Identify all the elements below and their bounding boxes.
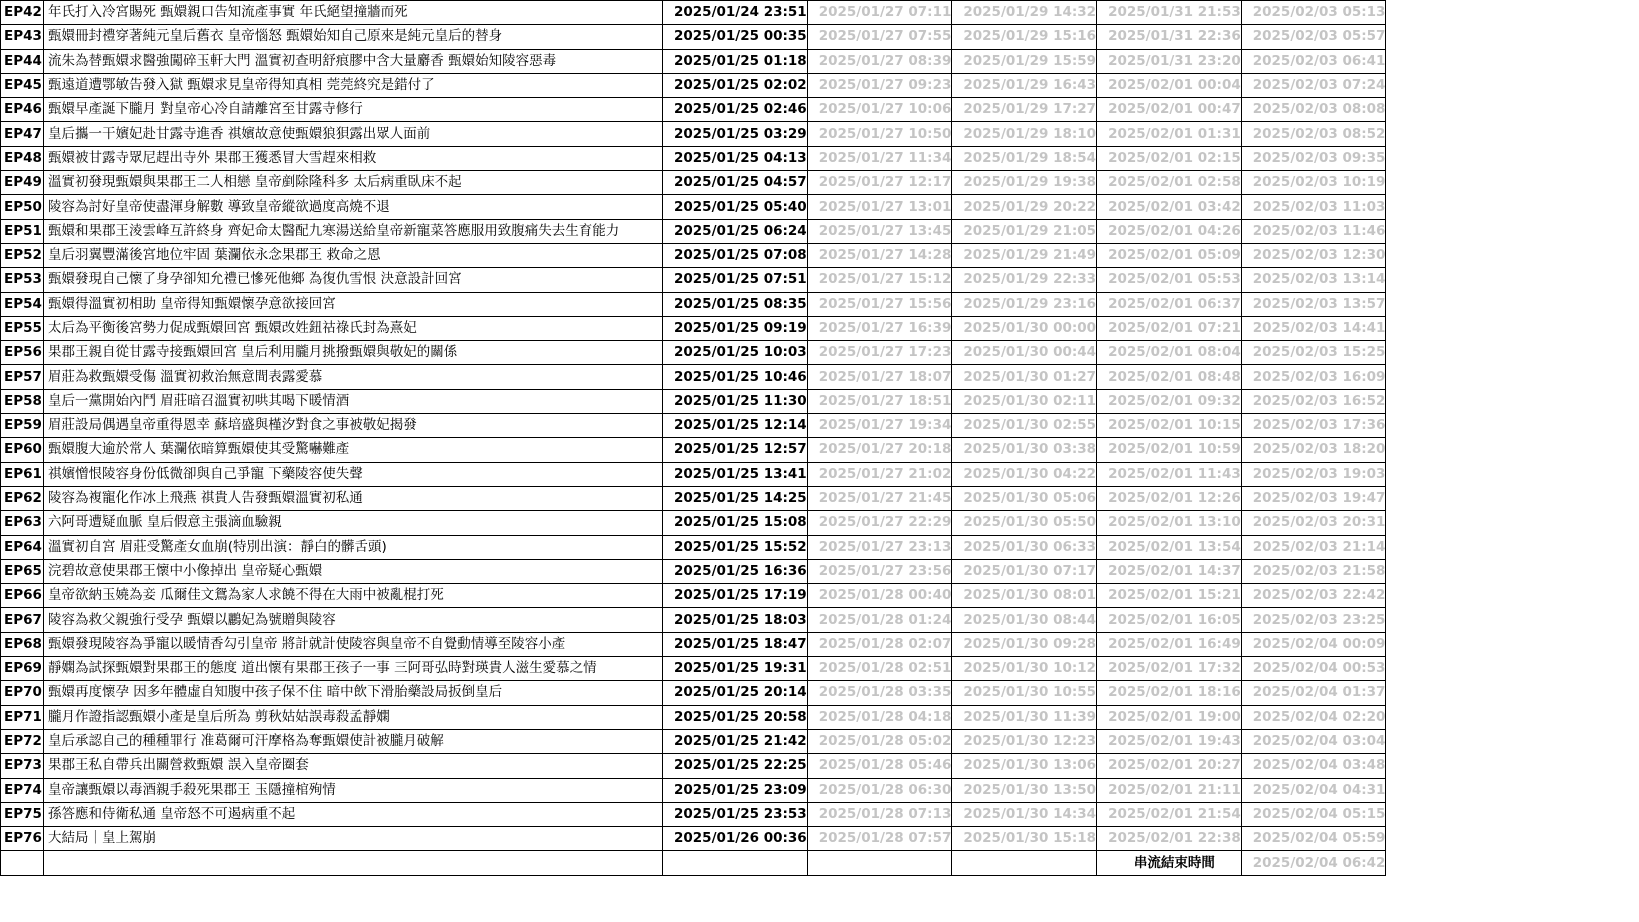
table-row xyxy=(1,705,1386,729)
stream-time-5-cell[interactable]: 2025/02/03 14:41 xyxy=(1241,316,1386,340)
table-row xyxy=(1,122,1386,146)
stream-time-5-cell[interactable]: 2025/02/04 02:20 xyxy=(1241,705,1386,729)
stream-time-3-cell[interactable]: 2025/01/30 05:06 xyxy=(952,486,1097,510)
table-row xyxy=(1,98,1386,122)
episode-number-cell[interactable]: EP65 xyxy=(1,559,44,583)
episode-number-cell[interactable]: EP52 xyxy=(1,243,44,267)
stream-time-4-cell[interactable]: 2025/02/01 00:04 xyxy=(1097,73,1242,97)
stream-time-2-cell[interactable]: 2025/01/27 08:39 xyxy=(807,49,952,73)
stream-time-5-cell[interactable]: 2025/02/03 07:24 xyxy=(1241,73,1386,97)
stream-time-5-cell[interactable]: 2025/02/04 01:37 xyxy=(1241,681,1386,705)
stream-time-3-cell[interactable]: 2025/01/29 18:10 xyxy=(952,122,1097,146)
stream-time-4-cell[interactable]: 2025/02/01 21:54 xyxy=(1097,802,1242,826)
table-row xyxy=(1,729,1386,753)
stream-time-5-cell[interactable]: 2025/02/03 20:31 xyxy=(1241,511,1386,535)
stream-time-1-cell[interactable]: 2025/01/25 08:35 xyxy=(663,292,808,316)
episode-title-cell[interactable]: 甄嬛被甘露寺眾尼趕出寺外 果郡王獲悉冒大雪趕來相救 xyxy=(44,146,663,170)
stream-time-2-cell[interactable]: 2025/01/27 22:29 xyxy=(807,511,952,535)
stream-time-1-cell[interactable]: 2025/01/25 02:46 xyxy=(663,98,808,122)
stream-time-3-cell[interactable]: 2025/01/30 07:17 xyxy=(952,559,1097,583)
table-row xyxy=(1,219,1386,243)
episode-title-cell[interactable]: 皇后攜一干嬪妃赴甘露寺進香 祺嬪故意使甄嬛狼狽露出眾人面前 xyxy=(44,122,663,146)
stream-time-4-cell[interactable]: 2025/02/01 17:32 xyxy=(1097,657,1242,681)
stream-time-4-cell[interactable]: 2025/02/01 08:04 xyxy=(1097,341,1242,365)
stream-time-3-cell[interactable]: 2025/01/29 17:27 xyxy=(952,98,1097,122)
episode-title-cell[interactable]: 甄嬛再度懷孕 因多年體虛自知腹中孩子保不住 暗中飲下滑胎藥設局扳倒皇后 xyxy=(44,681,663,705)
stream-time-3-cell[interactable]: 2025/01/30 08:44 xyxy=(952,608,1097,632)
stream-time-2-cell[interactable]: 2025/01/27 20:18 xyxy=(807,438,952,462)
episode-title-cell[interactable]: 皇后羽翼豐滿後宮地位牢固 葉瀾依永念果郡王 救命之恩 xyxy=(44,243,663,267)
episode-title-cell[interactable]: 眉莊為救甄嬛受傷 溫實初救治無意間表露愛慕 xyxy=(44,365,663,389)
stream-time-5-cell[interactable]: 2025/02/04 05:15 xyxy=(1241,802,1386,826)
stream-time-3-cell[interactable]: 2025/01/30 14:34 xyxy=(952,802,1097,826)
stream-time-5-cell[interactable]: 2025/02/03 08:52 xyxy=(1241,122,1386,146)
stream-time-1-cell[interactable]: 2025/01/25 07:51 xyxy=(663,268,808,292)
table-row xyxy=(1,535,1386,559)
stream-time-5-cell[interactable]: 2025/02/03 19:47 xyxy=(1241,486,1386,510)
stream-time-1-cell[interactable]: 2025/01/25 16:36 xyxy=(663,559,808,583)
stream-time-1-cell[interactable]: 2025/01/25 00:35 xyxy=(663,25,808,49)
stream-time-4-cell[interactable]: 2025/02/01 08:48 xyxy=(1097,365,1242,389)
table-row xyxy=(1,511,1386,535)
stream-time-2-cell[interactable]: 2025/01/28 05:46 xyxy=(807,754,952,778)
stream-time-3-cell[interactable]: 2025/01/30 06:33 xyxy=(952,535,1097,559)
stream-time-3-cell[interactable]: 2025/01/29 15:16 xyxy=(952,25,1097,49)
episode-number-cell[interactable]: EP67 xyxy=(1,608,44,632)
episode-title-cell[interactable]: 朧月作證指認甄嬛小產是皇后所為 剪秋姑姑誤毒殺孟靜嫻 xyxy=(44,705,663,729)
stream-time-4-cell[interactable]: 2025/02/01 12:26 xyxy=(1097,486,1242,510)
stream-time-3-cell[interactable]: 2025/01/29 22:33 xyxy=(952,268,1097,292)
stream-time-4-cell[interactable]: 2025/02/01 02:15 xyxy=(1097,146,1242,170)
table-row xyxy=(1,243,1386,267)
episode-title-cell[interactable]: 溫實初自宮 眉莊受驚產女血崩(特別出演：靜白的髒舌頭) xyxy=(44,535,663,559)
episode-number-cell[interactable]: EP76 xyxy=(1,827,44,851)
stream-time-5-cell[interactable]: 2025/02/03 16:52 xyxy=(1241,389,1386,413)
stream-time-5-cell[interactable]: 2025/02/03 23:25 xyxy=(1241,608,1386,632)
stream-time-2-cell[interactable]: 2025/01/27 21:02 xyxy=(807,462,952,486)
stream-time-1-cell[interactable]: 2025/01/24 23:51 xyxy=(663,1,808,25)
stream-end-label-cell[interactable]: 串流結束時間 xyxy=(1097,851,1242,875)
stream-time-2-cell[interactable]: 2025/01/27 07:11 xyxy=(807,1,952,25)
stream-time-5-cell[interactable]: 2025/02/03 17:36 xyxy=(1241,414,1386,438)
episode-number-cell[interactable]: EP44 xyxy=(1,49,44,73)
stream-time-1-cell[interactable]: 2025/01/25 15:08 xyxy=(663,511,808,535)
episode-number-cell[interactable]: EP59 xyxy=(1,414,44,438)
episode-number-cell[interactable]: EP42 xyxy=(1,1,44,25)
stream-time-1-cell[interactable]: 2025/01/25 20:14 xyxy=(663,681,808,705)
stream-time-5-cell[interactable]: 2025/02/03 19:03 xyxy=(1241,462,1386,486)
stream-time-4-cell[interactable]: 2025/01/31 21:53 xyxy=(1097,1,1242,25)
stream-time-4-cell[interactable]: 2025/01/31 22:36 xyxy=(1097,25,1242,49)
stream-time-3-cell[interactable]: 2025/01/30 15:18 xyxy=(952,827,1097,851)
stream-time-4-cell[interactable]: 2025/02/01 02:58 xyxy=(1097,171,1242,195)
stream-time-3-cell[interactable]: 2025/01/29 21:49 xyxy=(952,243,1097,267)
table-row xyxy=(1,49,1386,73)
stream-time-4-cell[interactable]: 2025/02/01 10:59 xyxy=(1097,438,1242,462)
episode-number-cell[interactable]: EP51 xyxy=(1,219,44,243)
table-row xyxy=(1,681,1386,705)
stream-time-4-cell[interactable]: 2025/02/01 09:32 xyxy=(1097,389,1242,413)
table-row xyxy=(1,389,1386,413)
stream-time-5-cell[interactable]: 2025/02/03 22:42 xyxy=(1241,584,1386,608)
episode-title-cell[interactable]: 靜嫻為試探甄嬛對果郡王的態度 道出懷有果郡王孩子一事 三阿哥弘時對瑛貴人滋生愛慕之情 xyxy=(44,657,663,681)
stream-time-1-cell[interactable]: 2025/01/25 09:19 xyxy=(663,316,808,340)
stream-time-3-cell[interactable]: 2025/01/29 20:22 xyxy=(952,195,1097,219)
stream-time-1-cell[interactable]: 2025/01/25 22:25 xyxy=(663,754,808,778)
stream-time-2-cell[interactable]: 2025/01/28 06:30 xyxy=(807,778,952,802)
episode-title-cell[interactable]: 皇帝欲納玉嬈為妾 瓜爾佳文鴛為家人求饒不得在大雨中被亂棍打死 xyxy=(44,584,663,608)
stream-time-3-cell[interactable]: 2025/01/30 05:50 xyxy=(952,511,1097,535)
stream-time-1-cell[interactable]: 2025/01/25 04:13 xyxy=(663,146,808,170)
episode-title-cell[interactable]: 孫答應和侍衛私通 皇帝怒不可遏病重不起 xyxy=(44,802,663,826)
episode-number-cell[interactable]: EP69 xyxy=(1,657,44,681)
stream-time-4-cell[interactable]: 2025/02/01 19:43 xyxy=(1097,729,1242,753)
stream-time-2-cell[interactable]: 2025/01/28 07:13 xyxy=(807,802,952,826)
stream-time-1-cell[interactable]: 2025/01/25 23:09 xyxy=(663,778,808,802)
table-row xyxy=(1,438,1386,462)
stream-time-4-cell[interactable]: 2025/02/01 15:21 xyxy=(1097,584,1242,608)
stream-time-2-cell[interactable]: 2025/01/27 18:51 xyxy=(807,389,952,413)
stream-time-4-cell[interactable]: 2025/02/01 18:16 xyxy=(1097,681,1242,705)
episode-number-cell[interactable]: EP60 xyxy=(1,438,44,462)
stream-time-3-cell[interactable]: 2025/01/30 11:39 xyxy=(952,705,1097,729)
stream-time-2-cell[interactable]: 2025/01/27 15:56 xyxy=(807,292,952,316)
stream-time-5-cell[interactable]: 2025/02/03 05:57 xyxy=(1241,25,1386,49)
table-row xyxy=(1,171,1386,195)
stream-time-1-cell[interactable]: 2025/01/25 14:25 xyxy=(663,486,808,510)
stream-time-5-cell[interactable]: 2025/02/03 15:25 xyxy=(1241,341,1386,365)
stream-time-2-cell[interactable]: 2025/01/28 02:07 xyxy=(807,632,952,656)
episode-title-cell[interactable]: 果郡王親自從甘露寺接甄嬛回宮 皇后利用朧月挑撥甄嬛與敬妃的關係 xyxy=(44,341,663,365)
stream-time-5-cell[interactable]: 2025/02/03 11:03 xyxy=(1241,195,1386,219)
stream-time-1-cell[interactable]: 2025/01/25 04:57 xyxy=(663,171,808,195)
stream-time-4-cell[interactable]: 2025/02/01 05:53 xyxy=(1097,268,1242,292)
stream-time-3-cell[interactable]: 2025/01/30 13:50 xyxy=(952,778,1097,802)
stream-time-3-cell[interactable]: 2025/01/29 19:38 xyxy=(952,171,1097,195)
table-row xyxy=(1,827,1386,851)
stream-time-1-cell[interactable]: 2025/01/25 18:47 xyxy=(663,632,808,656)
stream-time-3-cell[interactable]: 2025/01/30 12:23 xyxy=(952,729,1097,753)
footer-row xyxy=(1,851,1386,875)
stream-time-5-cell[interactable]: 2025/02/03 18:20 xyxy=(1241,438,1386,462)
stream-time-3-cell[interactable]: 2025/01/30 01:27 xyxy=(952,365,1097,389)
stream-time-4-cell[interactable]: 2025/02/01 20:27 xyxy=(1097,754,1242,778)
stream-time-5-cell[interactable]: 2025/02/04 00:09 xyxy=(1241,632,1386,656)
episode-title-cell[interactable]: 陵容為討好皇帝使盡渾身解數 導致皇帝縱欲過度高燒不退 xyxy=(44,195,663,219)
episode-title-cell[interactable]: 甄嬛冊封禮穿著純元皇后舊衣 皇帝惱怒 甄嬛始知自己原來是純元皇后的替身 xyxy=(44,25,663,49)
stream-time-3-cell[interactable]: 2025/01/30 10:55 xyxy=(952,681,1097,705)
stream-time-2-cell[interactable]: 2025/01/27 07:55 xyxy=(807,25,952,49)
episode-title-cell[interactable]: 甄嬛發現陵容為爭寵以暖情香勾引皇帝 將計就計使陵容與皇帝不自覺動情導至陵容小產 xyxy=(44,632,663,656)
episode-number-cell[interactable]: EP46 xyxy=(1,98,44,122)
table-row xyxy=(1,559,1386,583)
stream-time-5-cell[interactable]: 2025/02/03 10:19 xyxy=(1241,171,1386,195)
stream-time-4-cell[interactable]: 2025/02/01 10:15 xyxy=(1097,414,1242,438)
episode-title-cell[interactable]: 甄遠道遭鄂敏告發入獄 甄嬛求見皇帝得知真相 莞莞終究是錯付了 xyxy=(44,73,663,97)
episode-title-cell[interactable]: 大結局｜皇上駕崩 xyxy=(44,827,663,851)
stream-time-1-cell[interactable]: 2025/01/25 10:03 xyxy=(663,341,808,365)
blank-cell[interactable] xyxy=(44,851,663,875)
episode-title-cell[interactable]: 陵容為複寵化作冰上飛燕 祺貴人告發甄嬛溫實初私通 xyxy=(44,486,663,510)
episode-title-cell[interactable]: 甄嬛發現自己懷了身孕卻知允禮已慘死他鄉 為復仇雪恨 決意設計回宮 xyxy=(44,268,663,292)
stream-time-5-cell[interactable]: 2025/02/03 11:46 xyxy=(1241,219,1386,243)
stream-time-4-cell[interactable]: 2025/02/01 06:37 xyxy=(1097,292,1242,316)
episode-number-cell[interactable]: EP53 xyxy=(1,268,44,292)
table-row xyxy=(1,632,1386,656)
episode-number-cell[interactable]: EP56 xyxy=(1,341,44,365)
episode-number-cell[interactable]: EP48 xyxy=(1,146,44,170)
blank-cell[interactable] xyxy=(1,851,44,875)
stream-time-4-cell[interactable]: 2025/02/01 19:00 xyxy=(1097,705,1242,729)
episode-number-cell[interactable]: EP50 xyxy=(1,195,44,219)
stream-time-4-cell[interactable]: 2025/01/31 23:20 xyxy=(1097,49,1242,73)
stream-time-3-cell[interactable]: 2025/01/30 10:12 xyxy=(952,657,1097,681)
stream-time-2-cell[interactable]: 2025/01/27 16:39 xyxy=(807,316,952,340)
stream-time-1-cell[interactable]: 2025/01/25 06:24 xyxy=(663,219,808,243)
stream-time-5-cell[interactable]: 2025/02/04 03:04 xyxy=(1241,729,1386,753)
table-row xyxy=(1,462,1386,486)
table-row xyxy=(1,802,1386,826)
table-row xyxy=(1,195,1386,219)
stream-time-4-cell[interactable]: 2025/02/01 22:38 xyxy=(1097,827,1242,851)
stream-time-2-cell[interactable]: 2025/01/27 12:17 xyxy=(807,171,952,195)
episode-title-cell[interactable]: 皇后一黨開始內鬥 眉莊暗召溫實初哄其喝下暖情酒 xyxy=(44,389,663,413)
stream-time-5-cell[interactable]: 2025/02/03 13:14 xyxy=(1241,268,1386,292)
stream-time-4-cell[interactable]: 2025/02/01 04:26 xyxy=(1097,219,1242,243)
stream-time-1-cell[interactable]: 2025/01/25 05:40 xyxy=(663,195,808,219)
episode-number-cell[interactable]: EP49 xyxy=(1,171,44,195)
stream-time-3-cell[interactable]: 2025/01/29 18:54 xyxy=(952,146,1097,170)
episode-number-cell[interactable]: EP68 xyxy=(1,632,44,656)
stream-time-4-cell[interactable]: 2025/02/01 11:43 xyxy=(1097,462,1242,486)
blank-cell[interactable] xyxy=(952,851,1097,875)
stream-time-1-cell[interactable]: 2025/01/25 10:46 xyxy=(663,365,808,389)
stream-time-3-cell[interactable]: 2025/01/30 00:44 xyxy=(952,341,1097,365)
stream-time-3-cell[interactable]: 2025/01/29 16:43 xyxy=(952,73,1097,97)
stream-time-5-cell[interactable]: 2025/02/03 21:58 xyxy=(1241,559,1386,583)
episode-number-cell[interactable]: EP61 xyxy=(1,462,44,486)
stream-time-1-cell[interactable]: 2025/01/25 15:52 xyxy=(663,535,808,559)
episode-title-cell[interactable]: 甄嬛得溫實初相助 皇帝得知甄嬛懷孕意欲接回宮 xyxy=(44,292,663,316)
stream-time-5-cell[interactable]: 2025/02/04 00:53 xyxy=(1241,657,1386,681)
stream-time-5-cell[interactable]: 2025/02/03 06:41 xyxy=(1241,49,1386,73)
stream-time-1-cell[interactable]: 2025/01/25 02:02 xyxy=(663,73,808,97)
stream-time-5-cell[interactable]: 2025/02/04 04:31 xyxy=(1241,778,1386,802)
table-row xyxy=(1,414,1386,438)
stream-time-4-cell[interactable]: 2025/02/01 03:42 xyxy=(1097,195,1242,219)
stream-time-2-cell[interactable]: 2025/01/28 05:02 xyxy=(807,729,952,753)
episode-title-cell[interactable]: 皇帝讓甄嬛以毒酒親手殺死果郡王 玉隱撞棺殉情 xyxy=(44,778,663,802)
stream-time-1-cell[interactable]: 2025/01/25 07:08 xyxy=(663,243,808,267)
stream-time-2-cell[interactable]: 2025/01/27 18:07 xyxy=(807,365,952,389)
stream-time-5-cell[interactable]: 2025/02/03 05:13 xyxy=(1241,1,1386,25)
stream-time-4-cell[interactable]: 2025/02/01 14:37 xyxy=(1097,559,1242,583)
episode-number-cell[interactable]: EP63 xyxy=(1,511,44,535)
table-row xyxy=(1,268,1386,292)
stream-time-3-cell[interactable]: 2025/01/29 14:32 xyxy=(952,1,1097,25)
stream-time-1-cell[interactable]: 2025/01/25 03:29 xyxy=(663,122,808,146)
stream-time-2-cell[interactable]: 2025/01/27 14:28 xyxy=(807,243,952,267)
stream-time-1-cell[interactable]: 2025/01/25 11:30 xyxy=(663,389,808,413)
stream-time-2-cell[interactable]: 2025/01/27 23:56 xyxy=(807,559,952,583)
stream-time-1-cell[interactable]: 2025/01/25 12:14 xyxy=(663,414,808,438)
stream-time-2-cell[interactable]: 2025/01/28 02:51 xyxy=(807,657,952,681)
stream-time-5-cell[interactable]: 2025/02/03 12:30 xyxy=(1241,243,1386,267)
stream-time-2-cell[interactable]: 2025/01/27 10:06 xyxy=(807,98,952,122)
episode-number-cell[interactable]: EP75 xyxy=(1,802,44,826)
episode-title-cell[interactable]: 甄嬛早產誕下朧月 對皇帝心冷自請離宮至甘露寺修行 xyxy=(44,98,663,122)
stream-time-3-cell[interactable]: 2025/01/30 02:55 xyxy=(952,414,1097,438)
episode-title-cell[interactable]: 陵容為救父親強行受孕 甄嬛以鸝妃為號贈與陵容 xyxy=(44,608,663,632)
stream-time-3-cell[interactable]: 2025/01/30 04:22 xyxy=(952,462,1097,486)
episode-title-cell[interactable]: 甄嬛和果郡王淩雲峰互許終身 齊妃命太醫配九寒湯送給皇帝新寵菜答應服用致腹痛失去生育能力 xyxy=(44,219,663,243)
episode-number-cell[interactable]: EP73 xyxy=(1,754,44,778)
episode-title-cell[interactable]: 甄嬛腹大逾於常人 葉瀾依暗算甄嬛使其受驚嚇難產 xyxy=(44,438,663,462)
stream-time-2-cell[interactable]: 2025/01/27 17:23 xyxy=(807,341,952,365)
table-row xyxy=(1,608,1386,632)
episode-title-cell[interactable]: 眉莊設局偶遇皇帝重得恩幸 蘇培盛與槿汐對食之事被敬妃揭發 xyxy=(44,414,663,438)
stream-time-1-cell[interactable]: 2025/01/25 13:41 xyxy=(663,462,808,486)
stream-time-3-cell[interactable]: 2025/01/30 13:06 xyxy=(952,754,1097,778)
episode-title-cell[interactable]: 祺嬪憎恨陵容身份低微卻與自己爭寵 下藥陵容使失聲 xyxy=(44,462,663,486)
stream-time-1-cell[interactable]: 2025/01/25 01:18 xyxy=(663,49,808,73)
episode-number-cell[interactable]: EP57 xyxy=(1,365,44,389)
stream-time-3-cell[interactable]: 2025/01/30 03:38 xyxy=(952,438,1097,462)
episode-title-cell[interactable]: 流朱為替甄嬛求醫強闖碎玉軒大門 溫實初查明舒痕膠中含大量麝香 甄嬛始知陵容惡毒 xyxy=(44,49,663,73)
table-row xyxy=(1,754,1386,778)
stream-time-4-cell[interactable]: 2025/02/01 01:31 xyxy=(1097,122,1242,146)
episode-title-cell[interactable]: 浣碧故意使果郡王懷中小像掉出 皇帝疑心甄嬛 xyxy=(44,559,663,583)
stream-time-2-cell[interactable]: 2025/01/27 19:34 xyxy=(807,414,952,438)
episode-number-cell[interactable]: EP58 xyxy=(1,389,44,413)
stream-time-2-cell[interactable]: 2025/01/27 11:34 xyxy=(807,146,952,170)
episode-title-cell[interactable]: 果郡王私自帶兵出關營救甄嬛 誤入皇帝圈套 xyxy=(44,754,663,778)
episode-title-cell[interactable]: 皇后承認自己的種種罪行 准葛爾可汗摩格為奪甄嬛使計被朧月破解 xyxy=(44,729,663,753)
episode-number-cell[interactable]: EP47 xyxy=(1,122,44,146)
stream-time-5-cell[interactable]: 2025/02/04 03:48 xyxy=(1241,754,1386,778)
table-row xyxy=(1,584,1386,608)
episode-number-cell[interactable]: EP45 xyxy=(1,73,44,97)
stream-time-5-cell[interactable]: 2025/02/03 13:57 xyxy=(1241,292,1386,316)
blank-cell[interactable] xyxy=(807,851,952,875)
stream-time-2-cell[interactable]: 2025/01/28 04:18 xyxy=(807,705,952,729)
table-row xyxy=(1,73,1386,97)
stream-time-3-cell[interactable]: 2025/01/29 23:16 xyxy=(952,292,1097,316)
stream-time-4-cell[interactable]: 2025/02/01 13:54 xyxy=(1097,535,1242,559)
stream-time-3-cell[interactable]: 2025/01/30 02:11 xyxy=(952,389,1097,413)
episode-title-cell[interactable]: 溫實初發現甄嬛與果郡王二人相戀 皇帝剷除隆科多 太后病重臥床不起 xyxy=(44,171,663,195)
stream-time-4-cell[interactable]: 2025/02/01 21:11 xyxy=(1097,778,1242,802)
episode-number-cell[interactable]: EP70 xyxy=(1,681,44,705)
episode-title-cell[interactable]: 年氏打入冷宮賜死 甄嬛親口告知流產事實 年氏絕望撞牆而死 xyxy=(44,1,663,25)
stream-time-4-cell[interactable]: 2025/02/01 07:21 xyxy=(1097,316,1242,340)
episode-number-cell[interactable]: EP64 xyxy=(1,535,44,559)
stream-time-1-cell[interactable]: 2025/01/25 12:57 xyxy=(663,438,808,462)
stream-time-4-cell[interactable]: 2025/02/01 13:10 xyxy=(1097,511,1242,535)
episode-number-cell[interactable]: EP66 xyxy=(1,584,44,608)
table-row xyxy=(1,25,1386,49)
stream-time-1-cell[interactable]: 2025/01/25 20:58 xyxy=(663,705,808,729)
stream-time-3-cell[interactable]: 2025/01/29 15:59 xyxy=(952,49,1097,73)
stream-time-2-cell[interactable]: 2025/01/27 13:01 xyxy=(807,195,952,219)
table-row xyxy=(1,146,1386,170)
stream-time-2-cell[interactable]: 2025/01/27 10:50 xyxy=(807,122,952,146)
stream-time-4-cell[interactable]: 2025/02/01 00:47 xyxy=(1097,98,1242,122)
table-row xyxy=(1,365,1386,389)
table-row xyxy=(1,316,1386,340)
stream-time-1-cell[interactable]: 2025/01/25 21:42 xyxy=(663,729,808,753)
stream-time-3-cell[interactable]: 2025/01/29 21:05 xyxy=(952,219,1097,243)
stream-time-5-cell[interactable]: 2025/02/03 09:35 xyxy=(1241,146,1386,170)
episode-number-cell[interactable]: EP43 xyxy=(1,25,44,49)
stream-time-2-cell[interactable]: 2025/01/28 00:40 xyxy=(807,584,952,608)
episode-title-cell[interactable]: 六阿哥遭疑血脈 皇后假意主張滴血驗親 xyxy=(44,511,663,535)
stream-time-5-cell[interactable]: 2025/02/04 05:59 xyxy=(1241,827,1386,851)
stream-time-5-cell[interactable]: 2025/02/03 16:09 xyxy=(1241,365,1386,389)
stream-time-1-cell[interactable]: 2025/01/25 18:03 xyxy=(663,608,808,632)
episode-number-cell[interactable]: EP55 xyxy=(1,316,44,340)
stream-time-2-cell[interactable]: 2025/01/27 13:45 xyxy=(807,219,952,243)
stream-time-5-cell[interactable]: 2025/02/03 21:14 xyxy=(1241,535,1386,559)
episode-title-cell[interactable]: 太后為平衡後宮勢力促成甄嬛回宮 甄嬛改姓鈕祜祿氏封為熹妃 xyxy=(44,316,663,340)
table-row xyxy=(1,657,1386,681)
table-row xyxy=(1,341,1386,365)
stream-time-2-cell[interactable]: 2025/01/27 09:23 xyxy=(807,73,952,97)
stream-time-4-cell[interactable]: 2025/02/01 16:05 xyxy=(1097,608,1242,632)
stream-time-1-cell[interactable]: 2025/01/25 19:31 xyxy=(663,657,808,681)
episode-number-cell[interactable]: EP54 xyxy=(1,292,44,316)
stream-time-2-cell[interactable]: 2025/01/28 03:35 xyxy=(807,681,952,705)
stream-time-2-cell[interactable]: 2025/01/28 01:24 xyxy=(807,608,952,632)
stream-time-4-cell[interactable]: 2025/02/01 16:49 xyxy=(1097,632,1242,656)
table-body xyxy=(1,1,1386,876)
stream-end-time-cell[interactable]: 2025/02/04 06:42 xyxy=(1241,851,1386,875)
stream-time-2-cell[interactable]: 2025/01/27 21:45 xyxy=(807,486,952,510)
table-row xyxy=(1,1,1386,25)
episode-number-cell[interactable]: EP72 xyxy=(1,729,44,753)
episode-number-cell[interactable]: EP74 xyxy=(1,778,44,802)
blank-cell[interactable] xyxy=(663,851,808,875)
table-row xyxy=(1,486,1386,510)
stream-time-1-cell[interactable]: 2025/01/26 00:36 xyxy=(663,827,808,851)
table-row xyxy=(1,292,1386,316)
episode-number-cell[interactable]: EP71 xyxy=(1,705,44,729)
stream-time-3-cell[interactable]: 2025/01/30 09:28 xyxy=(952,632,1097,656)
stream-time-1-cell[interactable]: 2025/01/25 23:53 xyxy=(663,802,808,826)
episode-number-cell[interactable]: EP62 xyxy=(1,486,44,510)
stream-time-3-cell[interactable]: 2025/01/30 00:00 xyxy=(952,316,1097,340)
table-row xyxy=(1,778,1386,802)
stream-time-2-cell[interactable]: 2025/01/28 07:57 xyxy=(807,827,952,851)
stream-time-5-cell[interactable]: 2025/02/03 08:08 xyxy=(1241,98,1386,122)
stream-time-1-cell[interactable]: 2025/01/25 17:19 xyxy=(663,584,808,608)
stream-time-2-cell[interactable]: 2025/01/27 23:13 xyxy=(807,535,952,559)
stream-time-2-cell[interactable]: 2025/01/27 15:12 xyxy=(807,268,952,292)
stream-time-4-cell[interactable]: 2025/02/01 05:09 xyxy=(1097,243,1242,267)
stream-time-3-cell[interactable]: 2025/01/30 08:01 xyxy=(952,584,1097,608)
